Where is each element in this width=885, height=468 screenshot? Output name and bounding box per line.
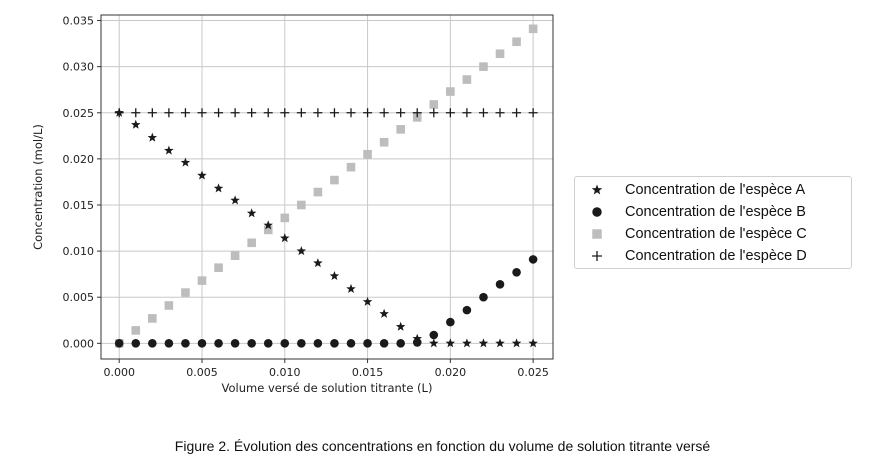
star-data-point — [313, 258, 323, 267]
star-data-point — [346, 284, 356, 293]
circle-data-point — [231, 339, 240, 348]
legend-item-c — [575, 223, 851, 245]
star-data-point — [230, 195, 240, 204]
circle-data-point — [479, 293, 488, 302]
plus-data-point — [529, 108, 538, 117]
star-data-point — [297, 246, 307, 255]
square-data-point — [280, 214, 289, 223]
plus-data-point — [164, 108, 173, 117]
plus-data-point — [148, 108, 157, 117]
plus-data-point — [347, 108, 356, 117]
square-data-point — [131, 326, 140, 335]
star-data-point — [164, 146, 174, 155]
plus-data-point — [330, 108, 339, 117]
plus-data-point — [247, 108, 256, 117]
plus-data-point — [512, 108, 521, 117]
square-data-point — [314, 188, 323, 197]
plus-data-point — [496, 108, 505, 117]
legend-square-mark — [592, 229, 601, 238]
x-tick-label: 0.025 — [517, 366, 549, 379]
plus-data-point — [313, 108, 322, 117]
circle-data-point — [363, 339, 372, 348]
legend-label-c: Concentration de l'espèce C — [625, 226, 807, 242]
x-tick-label: 0.010 — [269, 366, 301, 379]
square-data-point — [181, 288, 190, 297]
square-data-point — [297, 201, 306, 210]
y-tick-label: 0.015 — [62, 198, 94, 212]
axis-ticks — [63, 15, 549, 379]
star-data-point — [247, 208, 257, 217]
plus-data-point — [297, 108, 306, 117]
plus-data-point — [197, 108, 206, 117]
star-data-point — [512, 338, 522, 347]
square-data-point — [148, 314, 157, 323]
square-data-point — [330, 176, 339, 185]
legend — [574, 176, 852, 269]
circle-marker-icon — [575, 201, 625, 223]
square-data-point — [479, 62, 488, 71]
circle-data-point — [529, 255, 538, 264]
square-data-point — [512, 37, 521, 46]
plus-data-point — [214, 108, 223, 117]
circle-data-point — [165, 339, 174, 348]
star-data-point — [330, 271, 340, 280]
legend-label-a: Concentration de l'espèce A — [625, 182, 806, 198]
x-tick-label: 0.005 — [186, 366, 218, 379]
plus-data-point — [429, 108, 438, 117]
plus-data-point — [446, 108, 455, 117]
x-tick-label: 0.015 — [351, 366, 384, 379]
circle-data-point — [198, 339, 207, 348]
circle-data-point — [496, 280, 505, 289]
square-data-point — [198, 276, 207, 285]
y-tick-label: 0.010 — [62, 245, 94, 259]
y-tick-label: 0.020 — [62, 152, 94, 166]
plus-data-point — [231, 108, 240, 117]
circle-data-point — [380, 339, 389, 348]
circle-data-point — [330, 339, 339, 348]
plus-data-point — [479, 108, 488, 117]
circle-data-point — [148, 339, 157, 348]
series-square — [115, 25, 538, 348]
plus-marker-icon — [575, 245, 625, 267]
circle-data-point — [396, 339, 405, 348]
x-tick-label: 0.000 — [103, 366, 135, 379]
square-data-point — [463, 75, 472, 84]
circle-data-point — [446, 318, 455, 327]
square-data-point — [529, 25, 538, 34]
plus-data-point — [462, 108, 471, 117]
y-tick-label: 0.000 — [62, 337, 94, 351]
legend-star-mark — [592, 185, 602, 195]
square-data-point — [347, 163, 356, 172]
circle-data-point — [314, 339, 323, 348]
y-tick-label: 0.025 — [62, 106, 94, 120]
data-points — [114, 25, 537, 348]
circle-data-point — [429, 331, 438, 340]
square-data-point — [231, 251, 240, 260]
legend-label-b: Concentration de l'espèce B — [625, 204, 806, 220]
x-tick-label: 0.020 — [434, 366, 467, 379]
circle-data-point — [131, 339, 140, 348]
plus-data-point — [131, 108, 140, 117]
square-marker-icon — [575, 223, 625, 245]
square-data-point — [363, 150, 372, 159]
star-data-point — [495, 338, 505, 347]
circle-data-point — [512, 268, 521, 277]
figure-caption: Figure 2. Évolution des concentrations en fonction du volume de solution titrante versé — [174, 438, 711, 454]
circle-data-point — [247, 339, 256, 348]
star-data-point — [429, 338, 439, 347]
square-data-point — [496, 49, 505, 58]
plus-data-point — [396, 108, 405, 117]
circle-data-point — [115, 339, 124, 348]
square-data-point — [247, 238, 256, 247]
legend-circle-mark — [592, 207, 601, 216]
square-data-point — [165, 301, 174, 310]
plus-data-point — [363, 108, 372, 117]
y-tick-label: 0.030 — [62, 60, 94, 74]
star-data-point — [462, 338, 472, 347]
star-data-point — [214, 183, 224, 192]
series-star — [114, 108, 537, 348]
square-data-point — [214, 263, 223, 272]
y-tick-label: 0.035 — [62, 14, 94, 28]
legend-label-d: Concentration de l'espèce D — [625, 248, 807, 264]
legend-item-a — [575, 179, 851, 201]
star-marker-icon — [575, 179, 625, 201]
star-data-point — [396, 322, 406, 331]
y-axis-label: Concentration (mol/L) — [31, 124, 45, 250]
legend-item-d — [575, 245, 851, 267]
star-data-point — [379, 309, 389, 318]
square-data-point — [396, 125, 405, 134]
x-axis-label: Volume versé de solution titrante (L) — [221, 381, 433, 395]
legend-plus-mark — [592, 251, 602, 261]
square-data-point — [380, 138, 389, 147]
circle-data-point — [280, 339, 289, 348]
series-circle — [115, 255, 538, 348]
star-data-point — [479, 338, 489, 347]
star-data-point — [148, 133, 158, 142]
square-data-point — [446, 87, 455, 96]
y-tick-label: 0.005 — [62, 291, 94, 305]
circle-data-point — [347, 339, 356, 348]
circle-data-point — [264, 339, 273, 348]
plus-data-point — [181, 108, 190, 117]
circle-data-point — [297, 339, 306, 348]
circle-data-point — [463, 306, 472, 315]
plus-data-point — [380, 108, 389, 117]
plus-data-point — [280, 108, 289, 117]
plus-data-point — [264, 108, 273, 117]
square-data-point — [429, 100, 438, 109]
legend-item-b — [575, 201, 851, 223]
circle-data-point — [181, 339, 190, 348]
circle-data-point — [214, 339, 223, 348]
star-data-point — [131, 120, 141, 129]
